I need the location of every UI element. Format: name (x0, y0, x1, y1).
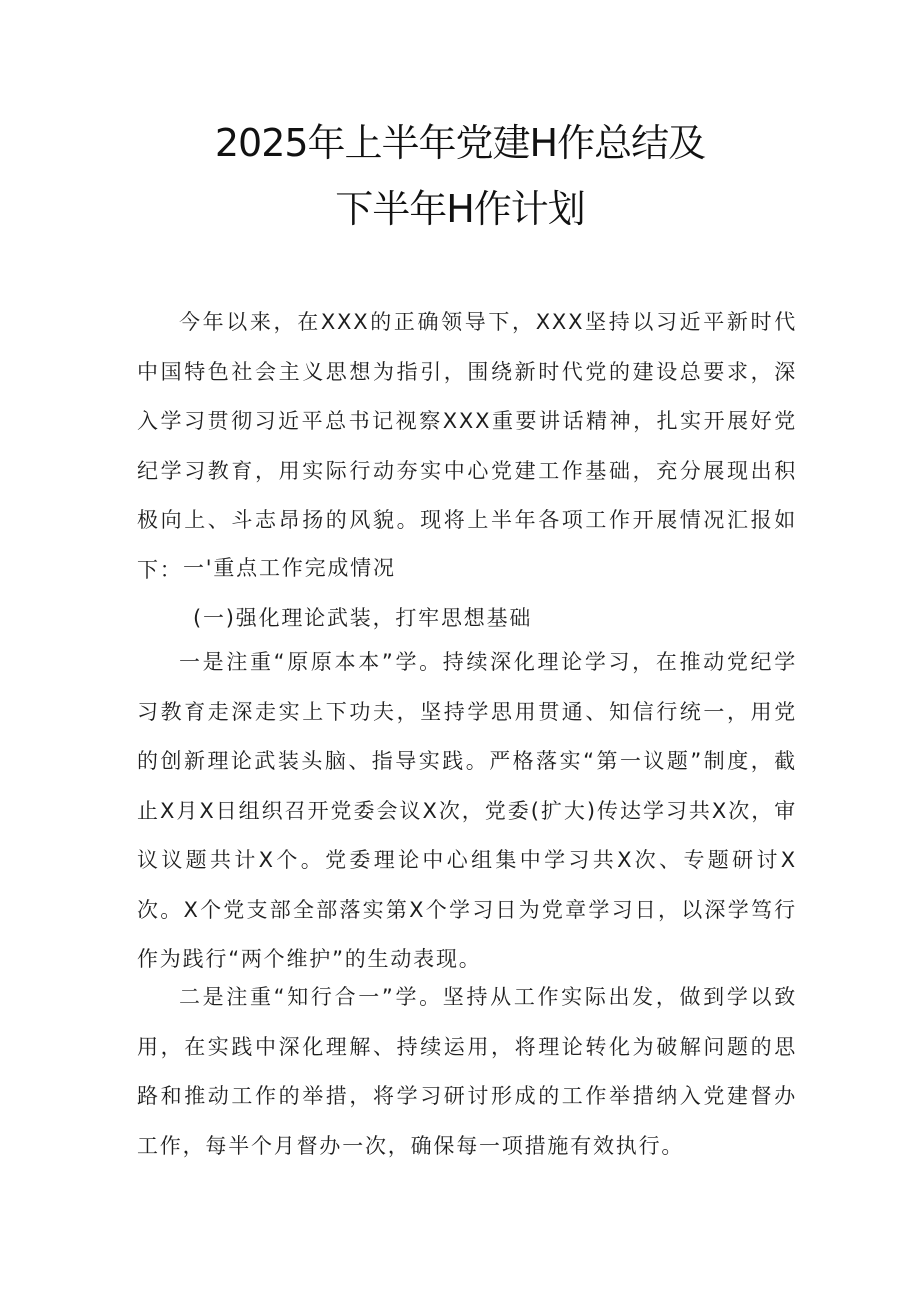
intro-paragraph: 今年以来，在XXX的正确领导下，XXX坚持以习近平新时代中国特色社会主义思想为指引，围绕新时代党的建设总要求，深入学习贯彻习近平总书记视察XXX重要讲话精神，扎实开展好党纪学习教育，用实际行动夯实中心党建工作基础，充分展现出积极向上、斗志昂扬的风貌。现将上半年各项工作开展情况汇报如下： (137, 310, 797, 582)
document-title-line-1: 2025年上半年党建H作总结及 (214, 121, 706, 165)
body-paragraph-unity-knowledge-action: 二是注重“知行合一”学。坚持从工作实际出发，做到学以致用，在实践中深化理解、持续运用，将理论转化为破解问题的思路和推动工作的举措，将学习研讨形成的工作举措纳入党建督办工作，每半个月督办一次，确保每一项措施有效执行。 (137, 985, 797, 1158)
body-paragraph-study-original: 一是注重“原原本本”学。持续深化理论学习，在推动党纪学习教育走深走实上下功夫，坚持学思用贯通、知信行统一，用党的创新理论武装头脑、指导实践。严格落实“第一议题”制度，截止X月X日组织召开党委会议X次，党委(扩大)传达学习共X次，审议议题共计X个。党委理论中心组集中学习共X次、专题研讨X次。X个党支部全部落实第X个学习日为党章学习日，以深学笃行作为践行“两个维护”的生动表现。 (137, 650, 797, 971)
section-heading: 一'重点工作完成情况 (183, 556, 396, 580)
document-title-line-2: 下半年H作计划 (335, 187, 585, 231)
subsection-heading: (一)强化理论武装，打牢思想基础 (193, 606, 533, 630)
